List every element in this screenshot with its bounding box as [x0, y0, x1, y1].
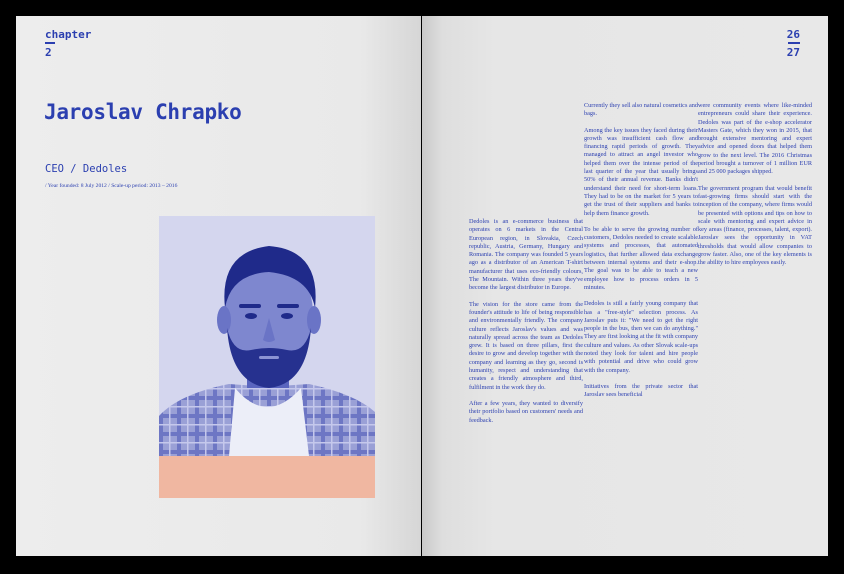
- chapter-label: chapter: [45, 28, 92, 41]
- photo-color-block: [159, 456, 375, 498]
- paragraph: After a few years, they wanted to diversify their portfolio based on customers' needs and feedback.: [469, 399, 583, 424]
- chapter-number: 2: [45, 45, 52, 59]
- chapter-marker: [45, 28, 91, 59]
- company-meta: / Year founded: 8 July 2012 / Scale-up period: 2013 – 2016: [45, 183, 178, 189]
- paragraph: The vision for the store came from the founder's attitude to life of being responsible and environmentally friendly. The company culture reflects Jaroslav's values and was naturally spread across the team as Dedoles grew. It is based on three pillars, first the desire to grow and develop together with the company and learning as they go, second is humanity, respect and understanding that creates a friendly atmosphere and third, fulfilment in the work they do.: [469, 300, 583, 391]
- left-page: [16, 16, 421, 556]
- folio-rule: [788, 42, 800, 44]
- text-column-3: [698, 102, 812, 276]
- page-number-top: 26: [786, 28, 800, 41]
- paragraph: Dedoles is an e-commerce business that operates on 6 markets in the Central European region, in Slovakia, Czech republic, Austria, Germany, Hungary and Romania. The company was founded 5 years ago as a distributor of an American T-shirt manufacturer that uses eco-friendly colours, The Mountain. Within three years they've become the largest distributor in Europe.: [469, 218, 583, 292]
- profile-role: CEO / Dedoles: [45, 163, 128, 175]
- paragraph: were community events where like-minded entrepreneurs could share their experience. Dedoles was part of the e-shop accelerator Masters Gate, which they won in 2015, that brought extensive mentoring and expert advice and opened doors that helped them grow to the next level. The 2016 Christmas period brought a turnover of 1 million EUR and 25 000 packages shipped.: [698, 102, 812, 176]
- paragraph: Currently they sell also natural cosmetics and bags.: [584, 102, 698, 118]
- text-column-2: [584, 102, 698, 408]
- portrait-photo: [159, 216, 375, 456]
- chapter-rule: [45, 42, 55, 44]
- paragraph: Dedoles is still a fairly young company that has a "free-style" selection process. As Jaroslav puts it: "We need to get the right people in the bus, then we can do anything." They are first looking at the fit with company culture and values. As other Slovak scale-ups noted they look for talent and hire people with potential and drive who could grow with the company.: [584, 300, 698, 374]
- paragraph: To be able to serve the growing number of customers, Dedoles needed to create scalable systems and processes, that automated logistics, that further allowed data exchange between internal systems and their e-shop. The goal was to be able to teach a new employee how to process orders in 5 minutes.: [584, 225, 698, 291]
- profile-name: Jaroslav Chrapko: [44, 100, 242, 124]
- page-numbers: [787, 28, 800, 59]
- portrait-illustration: [159, 216, 375, 456]
- paragraph: Among the key issues they faced during their growth was insufficient cash flow and financing rapid periods of growth. They managed to attract an angel investor who helped them over the intense period of the last quarter of the year that usually brings 50% of their annual revenue. Banks didn't understand their need for short-term loans. They had to be on the market for 5 years to get the trust of their suppliers and banks to help them finance growth.: [584, 126, 698, 217]
- paragraph: The government program that would benefit fast-growing firms should start with the inception of the company, where firms would be presented with options and tips on how to scale with mentoring and expert advice in key areas (finance, processes, talent, export). Jaroslav sees the opportunity in VAT thresholds that would allow companies to grow faster. Also, one of the key elements is the ability to hire employees easily.: [698, 184, 812, 267]
- text-column-1: [469, 218, 583, 433]
- paragraph: Initiatives from the private sector that Jaroslav sees beneficial: [584, 382, 698, 399]
- page-number-bottom: 27: [786, 45, 800, 59]
- right-page: [422, 16, 828, 556]
